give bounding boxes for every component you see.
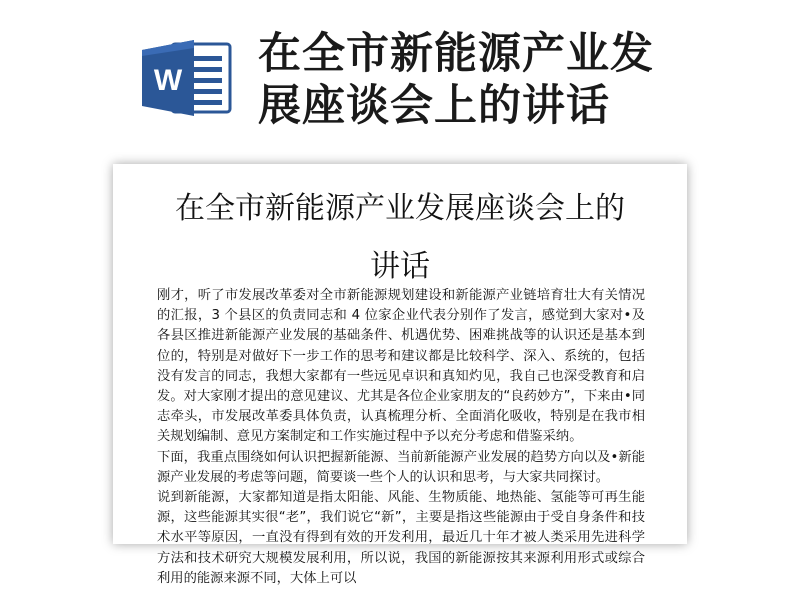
body-paragraph-3: 说到新能源，大家都知道是指太阳能、风能、生物质能、地热能、氢能等可再生能源，这些能源其实很“老”，我们说它“新”，主要是指这些能源由于受自身条件和技术水平等原因，一直没有得到有效的开发利用，最近几十年才被人类采用先进科学方法和技术研究大规模发展利用，所以说，我国的新能源按其来源利用形式或综合利用的能源来源不同，大体上可以 bbox=[157, 490, 645, 586]
document-title-line-1: 在全市新能源产业发展座谈会上的 bbox=[175, 191, 625, 226]
header bbox=[0, 0, 800, 160]
page-title-line-2: 展座谈会上的讲话 bbox=[258, 81, 610, 131]
document-title-line-2: 讲话 bbox=[370, 249, 430, 284]
word-icon-letter: W bbox=[153, 64, 183, 97]
word-document-icon bbox=[140, 38, 236, 118]
body-paragraph-2: 下面，我重点围绕如何认识把握新能源、当前新能源产业发展的趋势方向以及•新能源产业发展的考虑等问题，简要谈一些个人的认识和思考，与大家共同探讨。 bbox=[157, 449, 645, 485]
page-title bbox=[258, 28, 778, 132]
document-page-preview bbox=[113, 164, 687, 586]
document-body bbox=[157, 286, 645, 589]
document-title bbox=[143, 180, 657, 296]
page-title-line-1: 在全市新能源产业发 bbox=[258, 29, 654, 79]
body-paragraph-1: 刚才，听了市发展改革委对全市新能源规划建设和新能源产业链培育壮大有关情况的汇报，3 个县区的负责同志和 4 位家企业代表分别作了发言，感觉到大家对•及各县区推进新能源产业发展的基础条件、机遇优势、困难挑战等的认识还是基本到位的，特别是对做好下一步工作的思考和建议都是比较科学、深入、系统的，包括没有发言的同志，我想大家都有一些远见卓识和真知灼见，我自己也深受教育和启发。对大家刚才提出的意见建议、尤其是各位企业家朋友的“良药妙方”，下来由•同志牵头，市发展改革委具体负责，认真梳理分析、全面消化吸收，特别是在我市相关规划编制、意见方案制定和工作实施过程中予以充分考虑和借鉴采纳。 bbox=[157, 288, 645, 445]
